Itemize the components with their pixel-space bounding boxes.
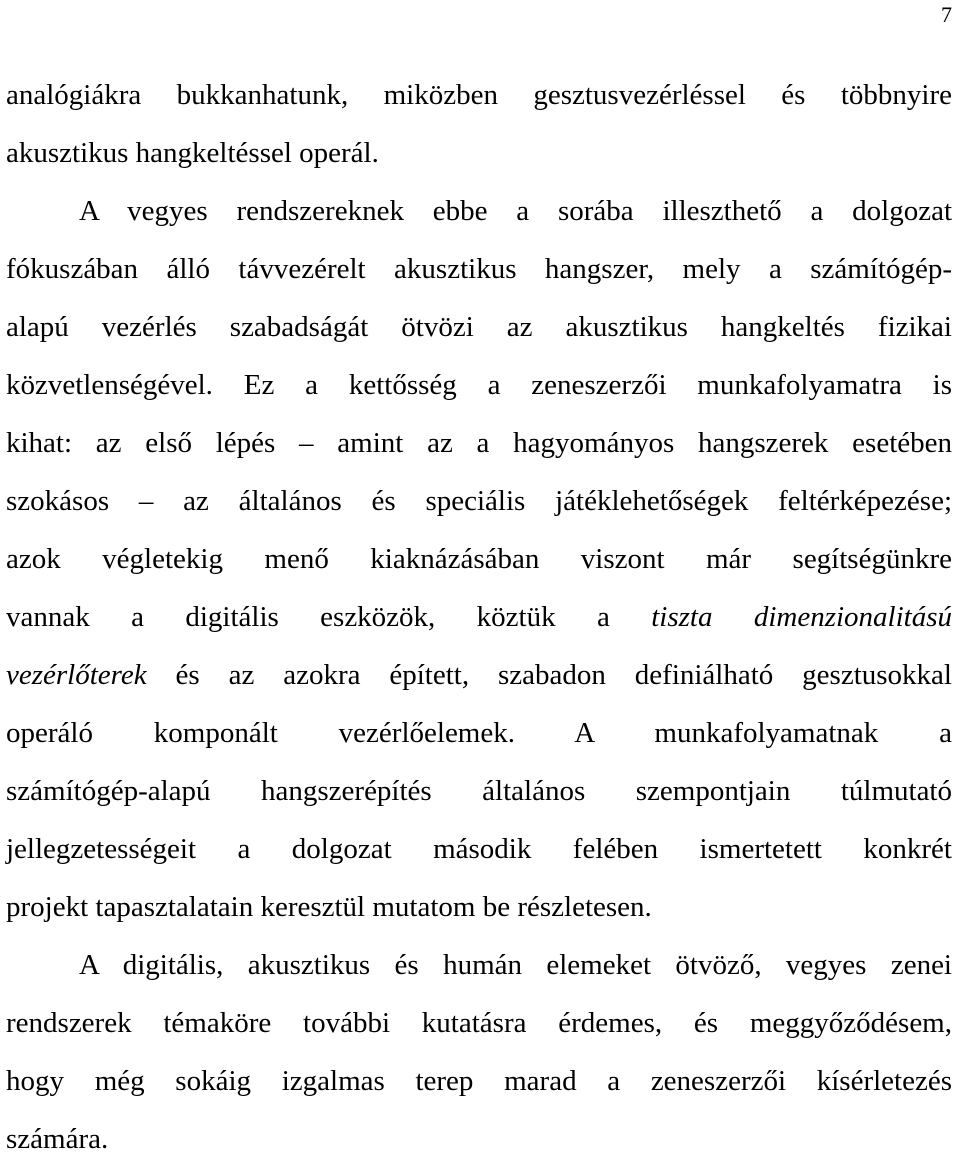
page-number: 7 [941,2,952,27]
text-segment: vannak a digitális eszközök, köztük a [6,601,652,633]
text-line: projekt tapasztalatain keresztül mutatom be részletesen. [6,891,652,923]
text-line: közvetlenségével. Ez a kettősség a zeneszerzői munkafolyamatra is [6,369,952,401]
text-line: hogy még sokáig izgalmas terep marad a zeneszerzői kísérletezés [6,1065,952,1097]
document-body [6,66,952,1168]
text-line: operáló komponált vezérlőelemek. A munkafolyamatnak a [6,717,952,749]
italic-term: vezérlőterek [6,659,147,691]
italic-term: tiszta dimenzionalitású [651,601,952,633]
text-line: fókuszában álló távvezérelt akusztikus hangszer, mely a számítógép- [6,253,952,285]
text-line [6,646,952,704]
text-line: A digitális, akusztikus és humán elemeket ötvöző, vegyes zenei [79,949,952,981]
text-line: alapú vezérlés szabadságát ötvözi az akusztikus hangkeltés fizikai [6,311,952,343]
text-line: számítógép-alapú hangszerépítés általános szempontjain túlmutató [6,775,952,807]
text-line: A vegyes rendszereknek ebbe a sorába illeszthető a dolgozat [79,195,952,227]
text-line: azok végletekig menő kiaknázásában viszont már segítségünkre [6,543,952,575]
text-line: analógiákra bukkanhatunk, miközben gesztusvezérléssel és többnyire [6,79,952,111]
text-line: szokásos – az általános és speciális játéklehetőségek feltérképezése; [6,485,952,517]
text-segment: és az azokra épített, szabadon definiálható gesztusokkal [146,659,952,691]
text-line: jellegzetességeit a dolgozat második felében ismertetett konkrét [6,833,952,865]
text-line: akusztikus hangkeltéssel operál. [6,137,379,169]
text-line: rendszerek témaköre további kutatásra érdemes, és meggyőződésem, [6,1007,952,1039]
text-line: kihat: az első lépés – amint az a hagyományos hangszerek esetében [6,427,952,459]
text-line: számára. [6,1123,109,1155]
text-line [6,588,952,646]
